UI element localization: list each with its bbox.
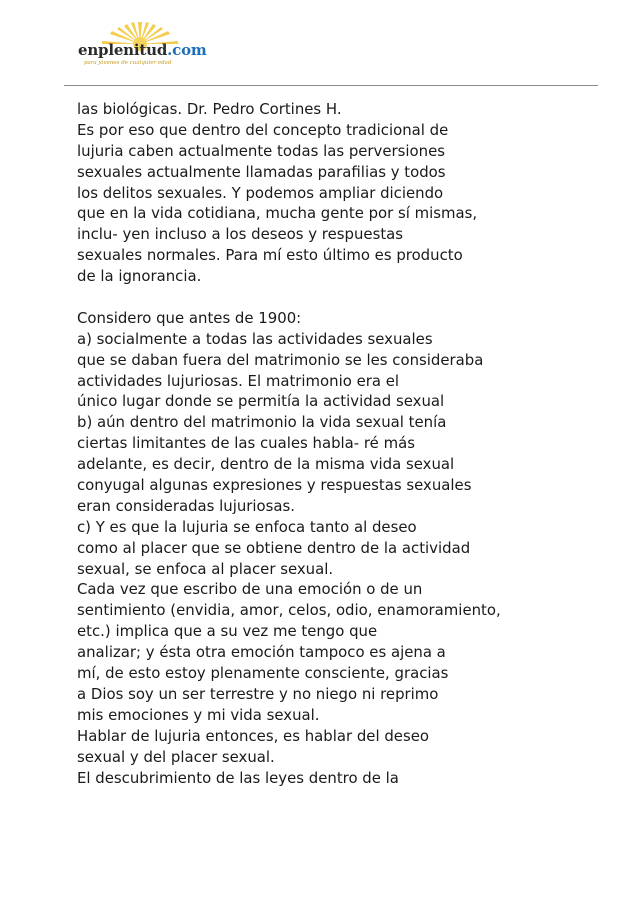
text-line: único lugar donde se permitía la actividad sexual — [77, 392, 445, 411]
text-line: El descubrimiento de las leyes dentro de la — [77, 768, 399, 787]
text-line: que se daban fuera del matrimonio se les consideraba — [77, 350, 484, 369]
page-header — [0, 0, 638, 90]
text-line: sexual y del placer sexual. — [77, 747, 275, 766]
text-line: b) aún dentro del matrimonio la vida sexual tenía — [77, 413, 447, 432]
text-line: eran consideradas lujuriosas. — [77, 496, 296, 515]
text-line: Es por eso que dentro del concepto tradicional de — [77, 120, 449, 139]
logo-main: enplenitud — [78, 41, 168, 59]
text-line: sexual, se enfoca al placer sexual. — [77, 559, 334, 578]
text-line: sentimiento (envidia, amor, celos, odio, enamoramiento, — [77, 601, 501, 620]
text-line: conyugal algunas expresiones y respuestas sexuales — [77, 476, 472, 495]
text-line: Hablar de lujuria entonces, es hablar del deseo — [77, 726, 429, 745]
text-line: las biológicas. Dr. Pedro Cortines H. — [77, 100, 342, 118]
text-line: inclu- yen incluso a los deseos y respuestas — [77, 225, 404, 244]
document-body — [77, 99, 622, 788]
text-line: sexuales normales. Para mí esto último es producto — [77, 246, 463, 265]
logo-wordmark — [78, 41, 207, 59]
text-line: mis emociones y mi vida sexual. — [77, 705, 320, 724]
text-line: c) Y es que la lujuria se enfoca tanto al deseo — [77, 517, 417, 536]
text-line: Considero que antes de 1900: — [77, 308, 302, 327]
text-line: lujuria caben actualmente todas las perversiones — [77, 141, 446, 160]
text-line: Cada vez que escribo de una emoción o de un — [77, 580, 423, 599]
text-line: sexuales actualmente llamadas parafilias y todos — [77, 162, 446, 181]
text-line: a Dios soy un ser terrestre y no niego ni reprimo — [77, 684, 439, 703]
text-line: los delitos sexuales. Y podemos ampliar diciendo — [77, 183, 444, 202]
text-line: que en la vida cotidiana, mucha gente por sí mismas, — [77, 204, 478, 223]
text-line: actividades lujuriosas. El matrimonio era el — [77, 371, 400, 390]
text-line: ciertas limitantes de las cuales habla- ré más — [77, 434, 415, 453]
text-line: analizar; y ésta otra emoción tampoco es ajena a — [77, 643, 446, 662]
text-line: etc.) implica que a su vez me tengo que — [77, 622, 378, 641]
logo-tagline: para jóvenes de cualquier edad — [84, 60, 172, 66]
text-line: como al placer que se obtiene dentro de la actividad — [77, 538, 471, 557]
site-logo[interactable] — [78, 22, 228, 77]
text-line: de la ignorancia. — [77, 267, 202, 286]
paragraph-gap — [77, 287, 622, 308]
text-line: adelante, es decir, dentro de la misma vida sexual — [77, 455, 455, 474]
text-line: a) socialmente a todas las actividades sexuales — [77, 329, 433, 348]
text-line: mí, de esto estoy plenamente consciente, gracias — [77, 664, 449, 683]
logo-suffix: .com — [167, 41, 207, 59]
header-divider — [64, 85, 598, 86]
